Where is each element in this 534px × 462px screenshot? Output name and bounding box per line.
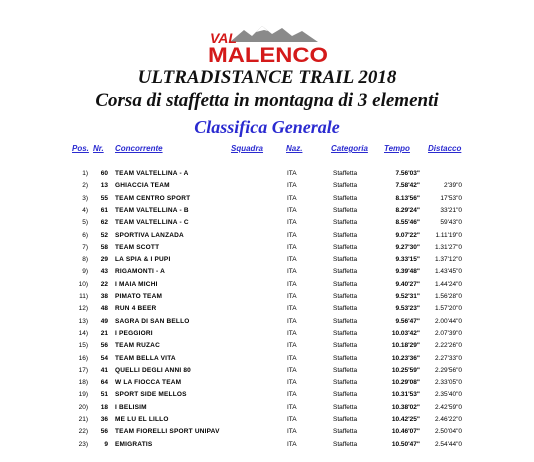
row-bib-number: 58 — [100, 243, 108, 251]
row-bib-number: 61 — [100, 206, 108, 214]
row-time: 8.29'24" — [395, 206, 420, 214]
row-bib-number: 13 — [100, 182, 108, 190]
row-gap: 2.00'44"0 — [434, 317, 462, 325]
row-time: 7.56'03" — [395, 170, 420, 177]
row-time: 10.42'25" — [391, 416, 420, 423]
row-nation: ITA — [287, 342, 297, 350]
row-nation: ITA — [287, 231, 297, 239]
row-bib-number: 56 — [100, 428, 108, 436]
row-time: 10.03'42" — [391, 329, 420, 337]
row-time: 10.23'36" — [391, 354, 420, 362]
table-row — [0, 195, 534, 207]
table-row — [0, 416, 534, 428]
row-team-name: LA SPIA & I PUPI — [115, 256, 171, 264]
row-gap: 2.50'04"0 — [434, 428, 462, 436]
row-category: Staffetta — [333, 194, 358, 202]
row-nation: ITA — [287, 366, 297, 374]
row-team-name: I BELISIM — [115, 403, 147, 411]
row-bib-number: 18 — [100, 403, 108, 411]
row-bib-number: 41 — [100, 366, 108, 374]
row-nation: ITA — [287, 256, 297, 264]
row-gap: 2.33'05"0 — [434, 379, 462, 387]
row-bib-number: 54 — [100, 354, 108, 362]
row-gap: 2.29'56"0 — [434, 366, 462, 374]
row-pos: 11) — [79, 293, 88, 300]
table-row — [0, 207, 534, 219]
row-pos: 17) — [78, 366, 88, 374]
row-bib-number: 9 — [104, 440, 108, 448]
row-nation: ITA — [287, 243, 297, 251]
table-row — [0, 170, 534, 182]
row-bib-number: 55 — [100, 194, 108, 202]
row-category: Staffetta — [333, 293, 358, 300]
table-row — [0, 355, 534, 367]
row-gap: 1.31'27"0 — [434, 243, 462, 251]
row-gap: 1.56'28"0 — [434, 293, 462, 300]
row-nation: ITA — [287, 280, 297, 288]
row-gap: 17'53"0 — [440, 194, 462, 202]
row-pos: 3) — [82, 194, 88, 202]
row-team-name: SAGRA DI SAN BELLO — [115, 317, 190, 325]
row-time: 9.56'47" — [395, 317, 420, 325]
row-gap: 59'43"0 — [440, 219, 462, 227]
row-gap: 2.54'44"0 — [434, 440, 462, 448]
row-category: Staffetta — [333, 256, 358, 264]
row-team-name: RIGAMONTI - A — [115, 268, 166, 276]
row-team-name: TEAM VALTELLINA - B — [115, 206, 189, 214]
row-bib-number: 22 — [100, 280, 108, 288]
row-nation: ITA — [287, 354, 297, 362]
row-time: 9.40'27" — [395, 280, 420, 288]
row-team-name: TEAM VALTELLINA - A — [115, 170, 189, 177]
row-gap: 2.22'26"0 — [434, 342, 462, 350]
row-time: 10.50'47" — [391, 440, 420, 448]
row-team-name: TEAM VALTELLINA - C — [115, 219, 189, 227]
row-team-name: SPORT SIDE MELLOS — [115, 391, 187, 399]
row-time: 9.33'15" — [395, 256, 420, 264]
row-pos: 21) — [78, 416, 88, 423]
row-bib-number: 60 — [100, 170, 108, 177]
row-team-name: TEAM FIORELLI SPORT UNIPAV — [115, 428, 220, 436]
row-pos: 9) — [82, 268, 88, 276]
row-time: 8.55'46" — [395, 219, 420, 227]
row-time: 9.07'22" — [395, 231, 420, 239]
row-category: Staffetta — [333, 342, 358, 350]
row-nation: ITA — [287, 440, 297, 448]
row-pos: 19) — [78, 391, 88, 399]
row-pos: 12) — [78, 305, 88, 313]
row-category: Staffetta — [333, 379, 358, 387]
row-bib-number: 51 — [100, 391, 108, 399]
row-team-name: I MAIA MICHI — [115, 280, 158, 288]
row-category: Staffetta — [333, 428, 358, 436]
col-header-pos: Pos. — [72, 144, 89, 153]
row-bib-number: 29 — [100, 256, 108, 264]
table-row — [0, 244, 534, 256]
table-row — [0, 367, 534, 379]
col-header-nr: Nr. — [93, 144, 104, 153]
row-category: Staffetta — [333, 280, 358, 288]
row-bib-number: 38 — [100, 293, 108, 300]
row-category: Staffetta — [333, 329, 358, 337]
table-row — [0, 281, 534, 293]
row-gap: 33'21"0 — [440, 206, 462, 214]
table-row — [0, 305, 534, 317]
row-team-name: TEAM BELLA VITA — [115, 354, 176, 362]
row-bib-number: 21 — [100, 329, 108, 337]
col-header-squadra: Squadra — [231, 144, 264, 153]
table-row — [0, 428, 534, 440]
row-nation: ITA — [287, 428, 297, 436]
row-pos: 5) — [82, 219, 88, 227]
row-gap: 1.44'24"0 — [434, 280, 462, 288]
row-team-name: RUN 4 BEER — [115, 305, 157, 313]
row-team-name: GHIACCIA TEAM — [115, 182, 170, 190]
row-time: 10.25'59" — [391, 366, 420, 374]
row-nation: ITA — [287, 416, 297, 423]
row-time: 9.39'48" — [395, 268, 420, 276]
row-bib-number: 43 — [100, 268, 108, 276]
table-row — [0, 232, 534, 244]
row-category: Staffetta — [333, 354, 358, 362]
row-pos: 6) — [82, 231, 88, 239]
event-title: ULTRADISTANCE TRAIL 2018 — [137, 67, 397, 88]
row-gap: 2.35'40"0 — [434, 391, 462, 399]
row-pos: 16) — [78, 354, 88, 362]
row-team-name: TEAM RUZAC — [115, 342, 160, 350]
row-bib-number: 56 — [100, 342, 108, 350]
table-row — [0, 293, 534, 305]
row-time: 7.58'42" — [395, 182, 420, 190]
table-row — [0, 318, 534, 330]
row-pos: 2) — [82, 182, 88, 190]
row-pos: 18) — [78, 379, 88, 387]
row-gap: 1.43'45"0 — [434, 268, 462, 276]
row-time: 8.13'56" — [395, 194, 420, 202]
row-pos: 14) — [78, 329, 88, 337]
row-time: 9.53'23" — [395, 305, 420, 313]
logo-top-text: VAL — [210, 30, 237, 46]
row-team-name: TEAM CENTRO SPORT — [115, 194, 191, 202]
event-subtitle: Corsa di staffetta in montagna di 3 elementi — [95, 90, 439, 111]
row-team-name: QUELLI DEGLI ANNI 80 — [115, 366, 191, 374]
table-row — [0, 391, 534, 403]
col-header-concorrente: Concorrente — [115, 144, 163, 153]
row-team-name: ME LU EL LILLO — [115, 416, 169, 423]
row-pos: 7) — [82, 243, 88, 251]
row-bib-number: 62 — [100, 219, 108, 227]
row-nation: ITA — [287, 206, 297, 214]
row-team-name: TEAM SCOTT — [115, 243, 160, 251]
row-nation: ITA — [287, 391, 297, 399]
row-team-name: EMIGRATIS — [115, 440, 153, 448]
row-pos: 15) — [78, 342, 88, 350]
row-category: Staffetta — [333, 206, 358, 214]
row-pos: 8) — [82, 256, 88, 264]
ranking-title: Classifica Generale — [194, 117, 340, 137]
row-bib-number: 49 — [100, 317, 108, 325]
table-row — [0, 330, 534, 342]
row-bib-number: 64 — [100, 379, 108, 387]
row-bib-number: 36 — [100, 416, 108, 423]
row-category: Staffetta — [333, 231, 358, 239]
row-category: Staffetta — [333, 243, 358, 251]
row-gap: 1.11'19"0 — [435, 231, 462, 239]
row-nation: ITA — [287, 305, 297, 313]
row-nation: ITA — [287, 329, 297, 337]
row-gap: 2.07'39"0 — [434, 329, 462, 337]
row-category: Staffetta — [333, 440, 358, 448]
row-category: Staffetta — [333, 219, 358, 227]
row-category: Staffetta — [333, 416, 358, 423]
row-category: Staffetta — [333, 305, 358, 313]
col-header-categoria: Categoria — [331, 144, 368, 153]
row-nation: ITA — [287, 403, 297, 411]
row-gap: 2.46'22"0 — [434, 416, 462, 423]
row-time: 10.18'29" — [391, 342, 420, 350]
row-time: 10.38'02" — [391, 403, 420, 411]
row-time: 10.31'53" — [391, 391, 420, 399]
row-bib-number: 48 — [100, 305, 108, 313]
table-row — [0, 379, 534, 391]
table-row — [0, 256, 534, 268]
table-row — [0, 219, 534, 231]
row-category: Staffetta — [333, 366, 358, 374]
logo-main-text: MALENCO — [208, 44, 328, 67]
col-header-tempo: Tempo — [384, 144, 410, 153]
row-nation: ITA — [287, 268, 297, 276]
row-category: Staffetta — [333, 170, 358, 177]
row-gap: 2'39"0 — [443, 182, 462, 190]
row-pos: 23) — [78, 440, 88, 448]
row-team-name: I PEGGIORI — [115, 329, 153, 337]
table-row — [0, 441, 534, 453]
row-nation: ITA — [287, 317, 297, 325]
row-category: Staffetta — [333, 182, 358, 190]
row-time: 10.29'08" — [391, 379, 420, 387]
row-team-name: W LA FIOCCA TEAM — [115, 379, 182, 387]
row-gap: 1.37'12"0 — [434, 256, 462, 264]
row-nation: ITA — [287, 170, 297, 177]
row-pos: 4) — [82, 206, 88, 214]
row-category: Staffetta — [333, 317, 358, 325]
table-row — [0, 404, 534, 416]
row-time: 10.46'07" — [391, 428, 420, 436]
col-header-distacco: Distacco — [428, 144, 462, 153]
table-row — [0, 182, 534, 194]
row-nation: ITA — [287, 194, 297, 202]
row-time: 9.52'31" — [395, 293, 420, 300]
row-time: 9.27'30" — [395, 243, 420, 251]
row-category: Staffetta — [333, 403, 358, 411]
row-nation: ITA — [287, 293, 297, 300]
row-gap: 2.27'33"0 — [434, 354, 462, 362]
row-team-name: PIMATO TEAM — [115, 293, 163, 300]
row-nation: ITA — [287, 379, 297, 387]
row-gap: 2.42'59"0 — [434, 403, 462, 411]
row-category: Staffetta — [333, 268, 358, 276]
row-team-name: SPORTIVA LANZADA — [115, 231, 184, 239]
row-category: Staffetta — [333, 391, 358, 399]
row-pos: 10) — [78, 280, 88, 288]
table-row — [0, 268, 534, 280]
col-header-naz: Naz. — [286, 144, 303, 153]
row-bib-number: 52 — [100, 231, 108, 239]
row-gap: 1.57'20"0 — [434, 305, 462, 313]
row-pos: 13) — [78, 317, 88, 325]
row-nation: ITA — [287, 182, 297, 190]
row-pos: 22) — [78, 428, 88, 436]
row-nation: ITA — [287, 219, 297, 227]
table-row — [0, 342, 534, 354]
row-pos: 20) — [78, 403, 88, 411]
row-pos: 1) — [82, 170, 88, 177]
